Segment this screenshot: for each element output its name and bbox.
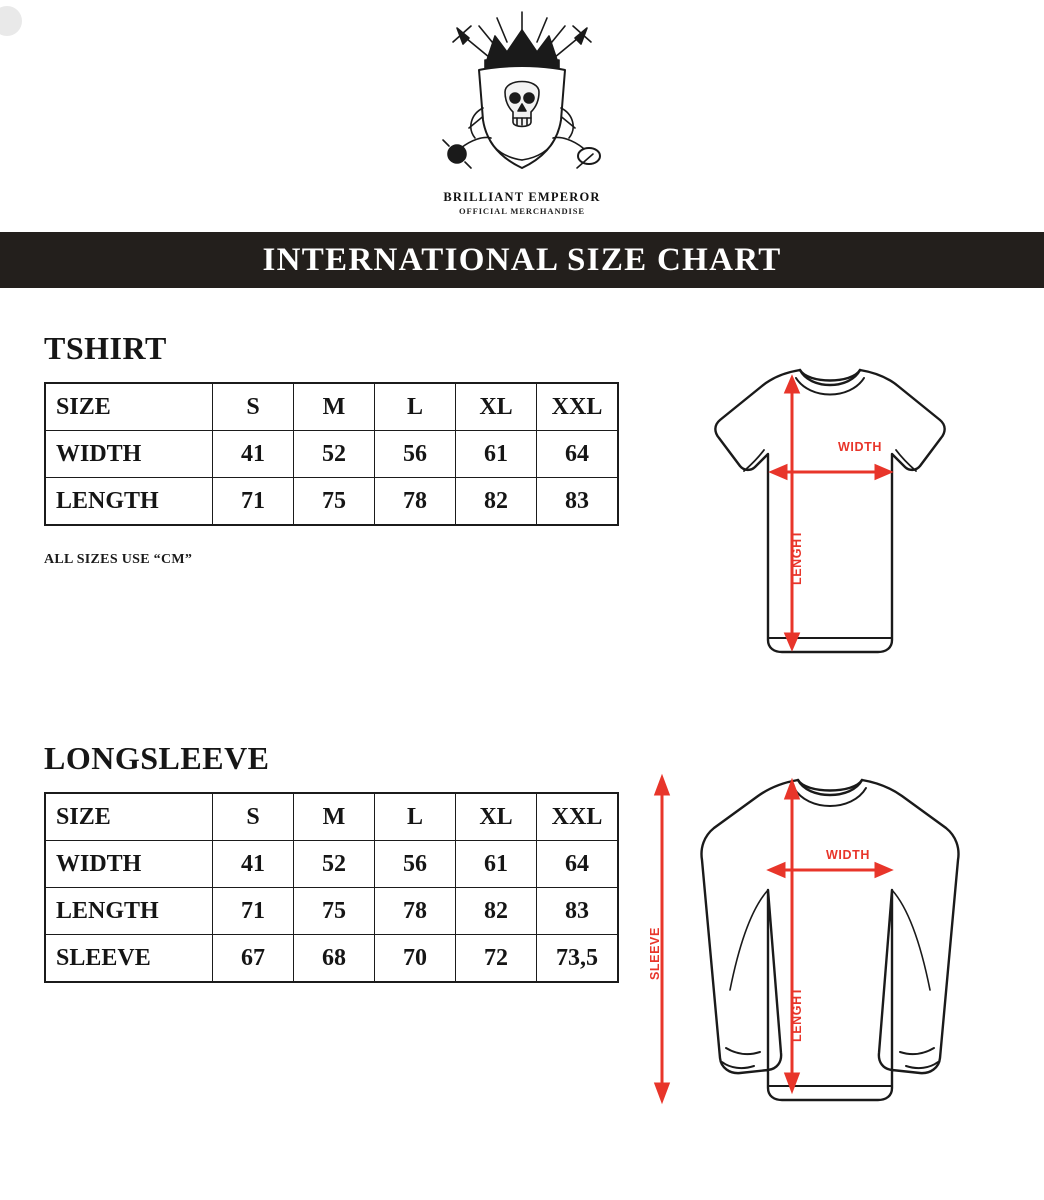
cell-width-m: 52 bbox=[294, 431, 375, 478]
cell-width-xxl: 64 bbox=[537, 431, 619, 478]
row-label-length: LENGTH bbox=[45, 478, 213, 526]
table-row bbox=[45, 478, 618, 526]
col-header-l: L bbox=[375, 383, 456, 431]
cell-width-s: 41 bbox=[213, 431, 294, 478]
width-measure-label: WIDTH bbox=[838, 440, 882, 454]
cell-sleeve-xxl: 73,5 bbox=[537, 935, 619, 983]
col-header-xl: XL bbox=[456, 793, 537, 841]
table-header-row bbox=[45, 793, 618, 841]
title-bar bbox=[0, 232, 1044, 288]
col-header-size: SIZE bbox=[45, 383, 213, 431]
cell-length-s: 71 bbox=[213, 478, 294, 526]
table-row bbox=[45, 841, 618, 888]
section-tshirt bbox=[0, 330, 1044, 730]
tshirt-illustration bbox=[640, 350, 1020, 700]
cell-width-xxl: 64 bbox=[537, 841, 619, 888]
cell-width-xl: 61 bbox=[456, 841, 537, 888]
units-note: ALL SIZES USE “CM” bbox=[44, 552, 193, 567]
length-measure-label: LENGHT bbox=[790, 987, 804, 1042]
table-header-row bbox=[45, 383, 618, 431]
col-header-xxl: XXL bbox=[537, 383, 619, 431]
cell-width-s: 41 bbox=[213, 841, 294, 888]
sleeve-measure-label: SLEEVE bbox=[648, 927, 662, 980]
tshirt-size-table bbox=[44, 382, 619, 526]
col-header-m: M bbox=[294, 383, 375, 431]
cell-sleeve-s: 67 bbox=[213, 935, 294, 983]
width-measure-label: WIDTH bbox=[826, 848, 870, 862]
cell-length-l: 78 bbox=[375, 478, 456, 526]
cell-sleeve-m: 68 bbox=[294, 935, 375, 983]
page-title: INTERNATIONAL SIZE CHART bbox=[262, 241, 782, 278]
table-row bbox=[45, 431, 618, 478]
logo-area bbox=[0, 0, 1044, 232]
row-label-length: LENGTH bbox=[45, 888, 213, 935]
col-header-s: S bbox=[213, 383, 294, 431]
col-header-xl: XL bbox=[456, 383, 537, 431]
cell-width-l: 56 bbox=[375, 841, 456, 888]
cell-length-xl: 82 bbox=[456, 888, 537, 935]
longsleeve-illustration bbox=[630, 770, 1030, 1130]
table-row bbox=[45, 935, 618, 983]
cell-width-m: 52 bbox=[294, 841, 375, 888]
row-label-width: WIDTH bbox=[45, 431, 213, 478]
section-longsleeve bbox=[0, 740, 1044, 1160]
section-title-tshirt: TSHIRT bbox=[44, 330, 167, 366]
col-header-s: S bbox=[213, 793, 294, 841]
col-header-xxl: XXL bbox=[537, 793, 619, 841]
cell-length-xxl: 83 bbox=[537, 478, 619, 526]
col-header-m: M bbox=[294, 793, 375, 841]
page-corner-artifact bbox=[0, 6, 22, 36]
brand-logo bbox=[412, 8, 632, 216]
cell-length-m: 75 bbox=[294, 888, 375, 935]
cell-sleeve-l: 70 bbox=[375, 935, 456, 983]
brand-name: BRILLIANT EMPEROR bbox=[443, 190, 601, 204]
cell-sleeve-xl: 72 bbox=[456, 935, 537, 983]
brand-tagline: OFFICIAL MERCHANDISE bbox=[459, 206, 585, 216]
cell-length-xl: 82 bbox=[456, 478, 537, 526]
row-label-width: WIDTH bbox=[45, 841, 213, 888]
length-measure-label: LENGHT bbox=[790, 530, 804, 585]
col-header-l: L bbox=[375, 793, 456, 841]
cell-width-l: 56 bbox=[375, 431, 456, 478]
row-label-sleeve: SLEEVE bbox=[45, 935, 213, 983]
cell-width-xl: 61 bbox=[456, 431, 537, 478]
col-header-size: SIZE bbox=[45, 793, 213, 841]
section-title-longsleeve: LONGSLEEVE bbox=[44, 740, 270, 776]
cell-length-s: 71 bbox=[213, 888, 294, 935]
cell-length-l: 78 bbox=[375, 888, 456, 935]
crown-skull-shield-crest-icon bbox=[427, 8, 617, 188]
cell-length-xxl: 83 bbox=[537, 888, 619, 935]
cell-length-m: 75 bbox=[294, 478, 375, 526]
longsleeve-size-table bbox=[44, 792, 619, 983]
table-row bbox=[45, 888, 618, 935]
